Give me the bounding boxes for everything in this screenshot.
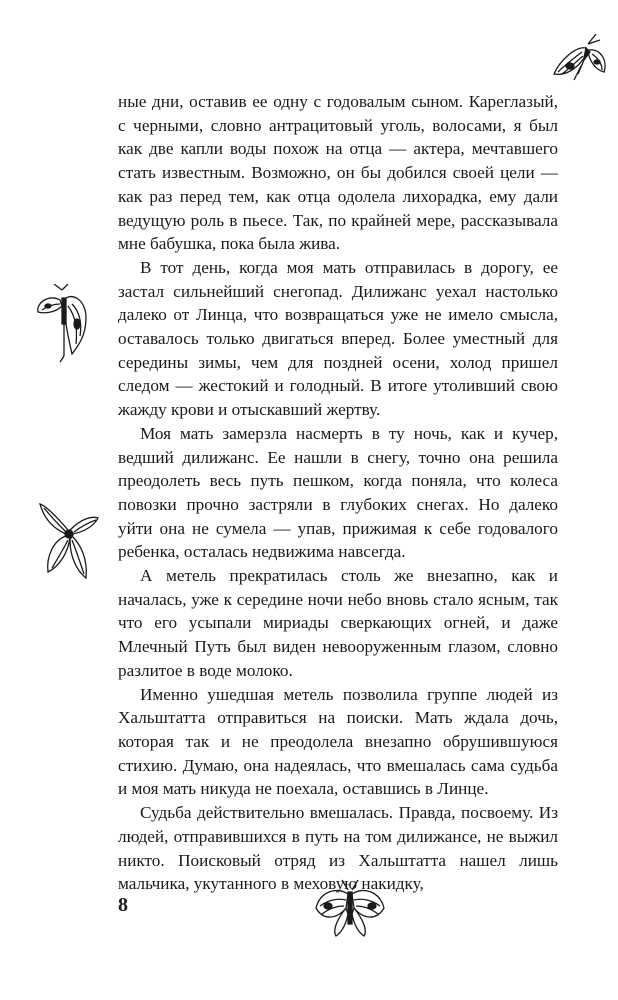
paragraph: А метель прекратилась столь же внезапно, как и началась, уже к середине ночи небо вновь стало ясным, так что его усыпали мириады сверкающих огней, и даже Млечный Путь был виден невооруженным глазом, словно разлитое в воде молоко. [118,566,558,680]
paragraph: ные дни, оставив ее одну с годовалым сыном. Кареглазый, с черными, словно антрацитовый уголь, волосами, я был как две капли воды похож на отца — актера, мечтавшего стать известным. Возможно, он бы добился своей цели — как раз перед тем, как отца одолела лихорадка, ему дали ведущую роль в пьесе. Так, по крайней мере, рассказывала мне бабушка, пока была жива. [118,92,558,254]
body-text [118,90,558,896]
paragraph: Именно ушедшая метель позволила группе людей из Хальштатта отправиться на поиски. Мать ждала дочь, которая так и не преодолела внезапно обрушившуюся стихию. Думаю, она надеялась, что вмешалась сама судьба и моя мать никуда не поехала, оставшись в Линце. [118,684,558,799]
flower-icon [38,500,100,582]
moth-icon [32,284,94,364]
moth-icon [548,30,610,94]
paragraph: Моя мать замерзла насмерть в ту ночь, как и кучер, ведший дилижанс. Ее нашли в снегу, точно она решила преодолеть весь путь пешком, когда поняла, что колеса повозки прочно застряли в глубоких снегах. Но далеко уйти она не сумела — упав, прижимая к себе годовалого ребенка, осталась недвижима навсегда. [118,423,558,562]
page-number: 8 [118,894,128,916]
paragraph: В тот день, когда моя мать отправилась в дорогу, ее застал сильнейший снегопад. Дилижанс уехал настолько далеко от Линца, что возвращаться уже не имело смысла, оставалось только двигаться вперед. Более уместный для середины зимы, чем для поздней осени, холод пришел следом — жестокий и голодный. В итоге утоливший свою жажду крови и отыскавший жертву. [118,257,558,420]
paragraph: Судьба действительно вмешалась. Правда, посвоему. Из людей, отправившихся в путь на том дилижансе, не выжил никто. Поисковый отряд из Хальштатта нашел лишь мальчика, укутанного в меховую накидку, [118,803,558,894]
